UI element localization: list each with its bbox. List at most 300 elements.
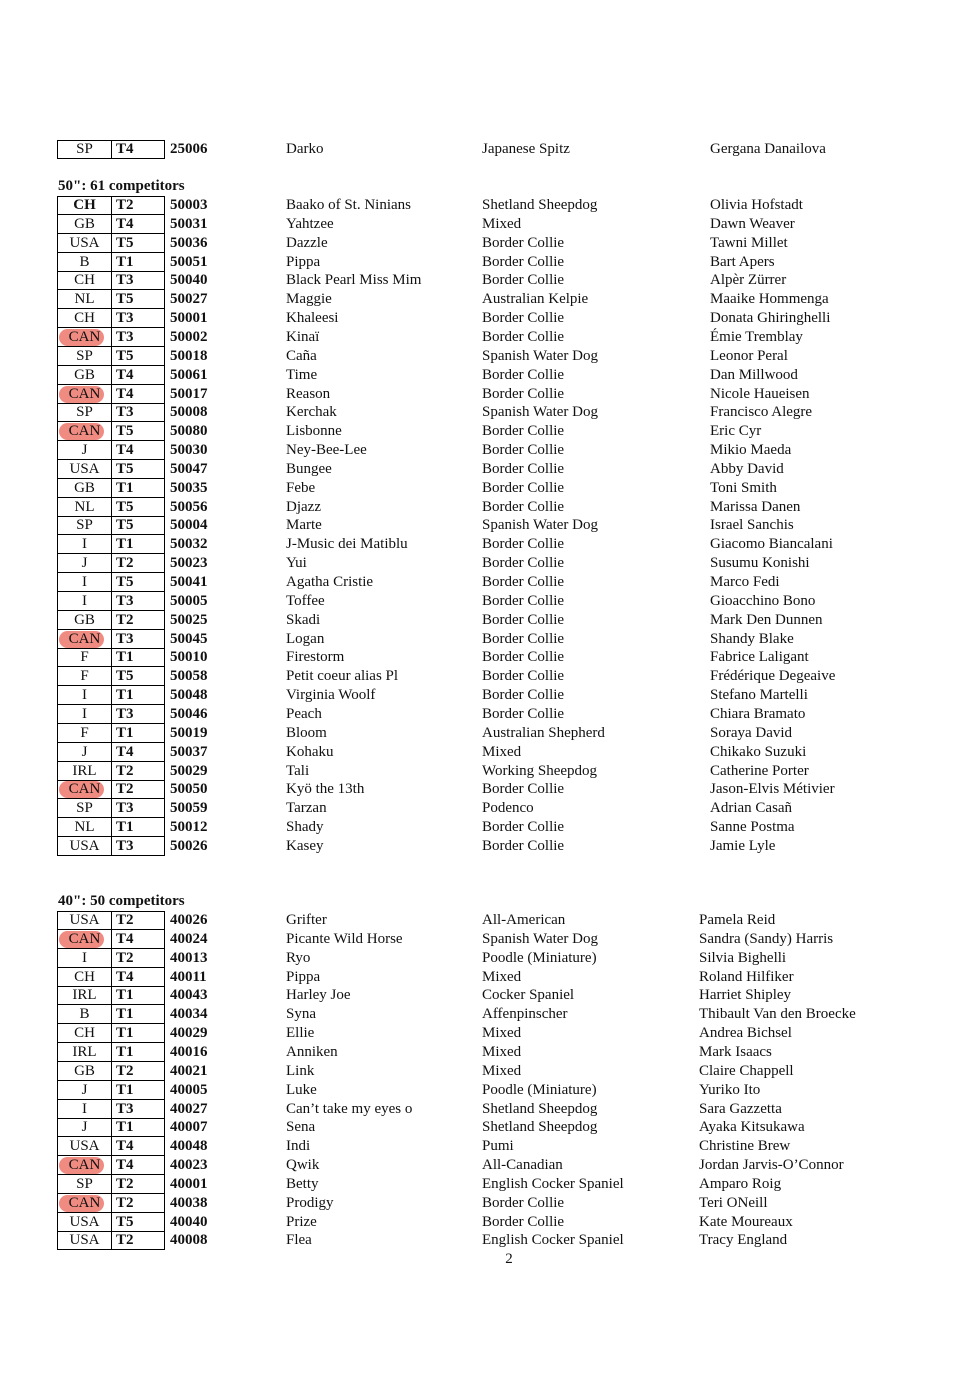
dog-name-cell: Ellie (286, 1025, 315, 1041)
breed-cell: All-Canadian (482, 1157, 563, 1173)
cell-divider (111, 724, 112, 742)
dog-name-cell: Kerchak (286, 404, 337, 420)
number-cell: 50035 (170, 480, 208, 496)
dog-name-cell: Sena (286, 1119, 316, 1135)
dog-name-cell: Darko (286, 141, 324, 157)
handler-cell: Dawn Weaver (710, 216, 795, 232)
level-cell: T4 (116, 1157, 134, 1173)
table-row (0, 930, 980, 949)
dog-name-cell: Yui (286, 555, 307, 571)
handler-cell: Catherine Porter (710, 763, 809, 779)
table-row (0, 1175, 980, 1194)
table-row (0, 686, 980, 705)
handler-cell: Chikako Suzuki (710, 744, 807, 760)
country-cell: IRL (72, 987, 97, 1003)
country-cell: GB (74, 367, 95, 383)
cell-divider (111, 1175, 112, 1193)
table-row (0, 271, 980, 290)
table-row (0, 743, 980, 762)
level-cell: T4 (116, 216, 134, 232)
handler-cell: Yuriko Ito (699, 1082, 761, 1098)
level-cell: T1 (116, 819, 134, 835)
handler-cell: Giacomo Biancalani (710, 536, 833, 552)
breed-cell: Poodle (Miniature) (482, 1082, 597, 1098)
number-cell: 40024 (170, 931, 208, 947)
handler-cell: Sanne Postma (710, 819, 795, 835)
dog-name-cell: Shady (286, 819, 324, 835)
handler-cell: Alpèr Zürrer (710, 272, 787, 288)
handler-cell: Pamela Reid (699, 912, 776, 928)
country-cell: CH (74, 272, 95, 288)
cell-divider (111, 1213, 112, 1231)
dog-name-cell: Marte (286, 517, 322, 533)
handler-cell: Ayaka Kitsukawa (699, 1119, 805, 1135)
table-row (0, 986, 980, 1005)
level-cell: T5 (116, 499, 134, 515)
number-cell: 50050 (170, 781, 208, 797)
breed-cell: Shetland Sheepdog (482, 197, 598, 213)
breed-cell: Mixed (482, 969, 522, 985)
dog-name-cell: Bungee (286, 461, 332, 477)
table-row (0, 1081, 980, 1100)
table-row (0, 215, 980, 234)
table-row (0, 290, 980, 309)
table-row (0, 611, 980, 630)
breed-cell: Working Sheepdog (482, 763, 598, 779)
country-cell: IRL (72, 763, 97, 779)
dog-name-cell: Kohaku (286, 744, 334, 760)
handler-cell: Leonor Peral (710, 348, 788, 364)
breed-cell: Spanish Water Dog (482, 404, 599, 420)
handler-cell: Émie Tremblay (710, 329, 803, 345)
handler-cell: Frédérique Degeaive (710, 668, 836, 684)
table-row (0, 630, 980, 649)
handler-cell: Soraya David (710, 725, 793, 741)
dog-name-cell: Indi (286, 1138, 311, 1154)
number-cell: 50003 (170, 197, 208, 213)
table-row (0, 949, 980, 968)
breed-cell: Border Collie (482, 367, 565, 383)
breed-cell: Border Collie (482, 442, 565, 458)
country-cell: B (79, 1006, 90, 1022)
table-row (0, 516, 980, 535)
breed-cell: Border Collie (482, 536, 565, 552)
cell-divider (111, 366, 112, 384)
cell-divider (111, 197, 112, 214)
country-cell: CH (74, 310, 95, 326)
breed-cell: Border Collie (482, 499, 565, 515)
handler-cell: Christine Brew (699, 1138, 791, 1154)
section-heading-50: 50": 61 competitors (58, 178, 185, 194)
number-cell: 40029 (170, 1025, 208, 1041)
table-row (0, 1137, 980, 1156)
country-cell: CAN (68, 1195, 101, 1211)
handler-cell: Jamie Lyle (710, 838, 776, 854)
dog-name-cell: Kinaï (286, 329, 320, 345)
table-row (0, 592, 980, 611)
country-cell: USA (69, 1138, 100, 1154)
handler-cell: Harriet Shipley (699, 987, 792, 1003)
breed-cell: Spanish Water Dog (482, 517, 599, 533)
dog-name-cell: Maggie (286, 291, 332, 307)
country-cell: CAN (68, 1157, 101, 1173)
cell-divider (111, 1137, 112, 1155)
country-cell: J (81, 442, 88, 458)
country-cell: SP (76, 517, 93, 533)
dog-name-cell: Toffee (286, 593, 325, 609)
dog-name-cell: Grifter (286, 912, 327, 928)
country-cell: CAN (68, 631, 101, 647)
dog-name-cell: Pippa (286, 969, 321, 985)
cell-divider (111, 1194, 112, 1212)
dog-name-cell: Agatha Cristie (286, 574, 374, 590)
breed-cell: Border Collie (482, 668, 565, 684)
cell-divider (111, 234, 112, 252)
dog-name-cell: Ryo (286, 950, 311, 966)
number-cell: 50058 (170, 668, 208, 684)
level-cell: T5 (116, 235, 134, 251)
breed-cell: Affenpinscher (482, 1006, 568, 1022)
handler-cell: Dan Millwood (710, 367, 798, 383)
dog-name-cell: Black Pearl Miss Mim (286, 272, 422, 288)
page-number: 2 (505, 1251, 513, 1267)
dog-name-cell: Flea (286, 1232, 312, 1248)
section-heading-40: 40": 50 competitors (58, 893, 185, 909)
table-row (0, 968, 980, 987)
table-row (0, 724, 980, 743)
table-row (0, 535, 980, 554)
cell-divider (111, 1100, 112, 1118)
table-row (0, 253, 980, 272)
number-cell: 50026 (170, 838, 208, 854)
breed-cell: Border Collie (482, 593, 565, 609)
dog-name-cell: Firestorm (286, 649, 345, 665)
number-cell: 50032 (170, 536, 208, 552)
breed-cell: Pumi (482, 1138, 514, 1154)
cell-divider (111, 762, 112, 780)
breed-cell: Border Collie (482, 649, 565, 665)
table-row (0, 140, 980, 159)
number-cell: 40001 (170, 1176, 208, 1192)
dog-name-cell: Harley Joe (286, 987, 351, 1003)
table-row (0, 1005, 980, 1024)
level-cell: T2 (116, 612, 134, 628)
breed-cell: Border Collie (482, 423, 565, 439)
country-cell: F (80, 668, 89, 684)
table-row (0, 705, 980, 724)
table-row (0, 366, 980, 385)
cell-divider (111, 799, 112, 817)
breed-cell: English Cocker Spaniel (482, 1232, 624, 1248)
number-cell: 50008 (170, 404, 208, 420)
country-cell: I (82, 593, 87, 609)
cell-divider (111, 667, 112, 685)
handler-cell: Adrian Casañ (710, 800, 793, 816)
number-cell: 50041 (170, 574, 208, 590)
breed-cell: Border Collie (482, 254, 565, 270)
level-cell: T3 (116, 329, 134, 345)
cell-divider (111, 1231, 112, 1249)
number-cell: 50059 (170, 800, 208, 816)
handler-cell: Roland Hilfiker (699, 969, 794, 985)
dog-name-cell: Betty (286, 1176, 319, 1192)
dog-name-cell: Prize (286, 1214, 317, 1230)
level-cell: T3 (116, 631, 134, 647)
level-cell: T4 (116, 931, 134, 947)
breed-cell: Spanish Water Dog (482, 931, 599, 947)
dog-name-cell: Reason (286, 386, 331, 402)
number-cell: 40016 (170, 1044, 208, 1060)
country-cell: CAN (68, 781, 101, 797)
country-cell: SP (76, 800, 93, 816)
dog-name-cell: Djazz (286, 499, 321, 515)
number-cell: 50012 (170, 819, 208, 835)
breed-cell: Mixed (482, 1063, 522, 1079)
level-cell: T5 (116, 461, 134, 477)
level-cell: T3 (116, 404, 134, 420)
breed-cell: Japanese Spitz (482, 141, 570, 157)
level-cell: T2 (116, 912, 134, 928)
handler-cell: Tracy England (699, 1232, 788, 1248)
country-cell: I (82, 706, 87, 722)
number-cell: 50018 (170, 348, 208, 364)
table-row (0, 328, 980, 347)
level-cell: T4 (116, 141, 134, 157)
number-cell: 50031 (170, 216, 208, 232)
number-cell: 40008 (170, 1232, 208, 1248)
breed-cell: Border Collie (482, 1195, 565, 1211)
cell-divider (111, 1118, 112, 1136)
dog-name-cell: Skadi (286, 612, 321, 628)
cell-divider (111, 309, 112, 327)
cell-divider (111, 1156, 112, 1174)
country-cell: F (80, 725, 89, 741)
cell-divider (111, 1081, 112, 1099)
handler-cell: Olivia Hofstadt (710, 197, 803, 213)
handler-cell: Jason-Elvis Métivier (710, 781, 835, 797)
cell-divider (111, 271, 112, 289)
number-cell: 40011 (170, 969, 207, 985)
country-cell: GB (74, 480, 95, 496)
dog-name-cell: Time (286, 367, 318, 383)
level-cell: T4 (116, 969, 134, 985)
dog-name-cell: Baako of St. Ninians (286, 197, 411, 213)
cell-divider (111, 479, 112, 497)
table-row (0, 1156, 980, 1175)
dog-name-cell: Petit coeur alias Pl (286, 668, 399, 684)
cell-divider (111, 535, 112, 553)
level-cell: T3 (116, 272, 134, 288)
number-cell: 50037 (170, 744, 208, 760)
level-cell: T4 (116, 1138, 134, 1154)
country-cell: NL (74, 819, 95, 835)
handler-cell: Donata Ghiringhelli (710, 310, 831, 326)
country-cell: I (82, 536, 87, 552)
table-row (0, 460, 980, 479)
cell-divider (111, 648, 112, 666)
cell-divider (111, 328, 112, 346)
dog-name-cell: Khaleesi (286, 310, 339, 326)
cell-divider (111, 630, 112, 648)
number-cell: 40040 (170, 1214, 208, 1230)
cell-divider (111, 743, 112, 761)
handler-cell: Bart Apers (710, 254, 775, 270)
number-cell: 40021 (170, 1063, 208, 1079)
handler-cell: Francisco Alegre (710, 404, 813, 420)
number-cell: 40026 (170, 912, 208, 928)
number-cell: 50002 (170, 329, 208, 345)
handler-cell: Amparo Roig (699, 1176, 782, 1192)
breed-cell: Border Collie (482, 838, 565, 854)
level-cell: T3 (116, 838, 134, 854)
level-cell: T4 (116, 744, 134, 760)
handler-cell: Eric Cyr (710, 423, 762, 439)
level-cell: T1 (116, 536, 134, 552)
country-cell: NL (74, 291, 95, 307)
breed-cell: Border Collie (482, 706, 565, 722)
level-cell: T5 (116, 291, 134, 307)
number-cell: 50030 (170, 442, 208, 458)
breed-cell: Border Collie (482, 310, 565, 326)
number-cell: 50046 (170, 706, 208, 722)
breed-cell: English Cocker Spaniel (482, 1176, 624, 1192)
cell-divider (111, 385, 112, 403)
cell-divider (111, 141, 112, 158)
dog-name-cell: Kyö the 13th (286, 781, 365, 797)
table-row (0, 667, 980, 686)
cell-divider (111, 705, 112, 723)
country-cell: CAN (68, 386, 101, 402)
dog-name-cell: Pippa (286, 254, 321, 270)
handler-cell: Gergana Danailova (710, 141, 826, 157)
breed-cell: Mixed (482, 216, 522, 232)
cell-divider (111, 930, 112, 948)
level-cell: T1 (116, 987, 134, 1003)
number-cell: 50027 (170, 291, 208, 307)
number-cell: 50019 (170, 725, 208, 741)
table-row (0, 234, 980, 253)
country-cell: USA (69, 461, 100, 477)
level-cell: T1 (116, 1006, 134, 1022)
cell-divider (111, 215, 112, 233)
cell-divider (111, 290, 112, 308)
dog-name-cell: Virginia Woolf (286, 687, 376, 703)
handler-cell: Thibault Van den Broecke (699, 1006, 856, 1022)
breed-cell: Australian Kelpie (482, 291, 589, 307)
cell-divider (111, 460, 112, 478)
table-row (0, 1118, 980, 1137)
level-cell: T2 (116, 1176, 134, 1192)
level-cell: T2 (116, 763, 134, 779)
country-cell: CAN (68, 931, 101, 947)
handler-cell: Abby David (710, 461, 784, 477)
cell-divider (111, 253, 112, 271)
table-row (0, 196, 980, 215)
country-cell: USA (69, 235, 100, 251)
cell-divider (111, 968, 112, 986)
cell-divider (111, 1005, 112, 1023)
country-cell: CH (73, 197, 96, 213)
level-cell: T1 (116, 1119, 134, 1135)
table-row (0, 762, 980, 781)
cell-divider (111, 516, 112, 534)
level-cell: T4 (116, 386, 134, 402)
table-row (0, 1231, 980, 1250)
handler-cell: Claire Chappell (699, 1063, 794, 1079)
cell-divider (111, 573, 112, 591)
table-row (0, 1100, 980, 1119)
breed-cell: Border Collie (482, 555, 565, 571)
dog-name-cell: Syna (286, 1006, 316, 1022)
breed-cell: Shetland Sheepdog (482, 1119, 598, 1135)
number-cell: 50029 (170, 763, 208, 779)
handler-cell: Kate Moureaux (699, 1214, 793, 1230)
table-row (0, 403, 980, 422)
number-cell: 50005 (170, 593, 208, 609)
breed-cell: Cocker Spaniel (482, 987, 575, 1003)
level-cell: T2 (116, 950, 134, 966)
dog-name-cell: Tarzan (286, 800, 327, 816)
table-row (0, 1043, 980, 1062)
breed-cell: Border Collie (482, 272, 565, 288)
dog-name-cell: Dazzle (286, 235, 328, 251)
dog-name-cell: Ney-Bee-Lee (286, 442, 367, 458)
country-cell: USA (69, 1214, 100, 1230)
number-cell: 40007 (170, 1119, 208, 1135)
table-row (0, 554, 980, 573)
handler-cell: Nicole Haueisen (710, 386, 810, 402)
cell-divider (111, 686, 112, 704)
cell-divider (111, 949, 112, 967)
dog-name-cell: Prodigy (286, 1195, 334, 1211)
breed-cell: Shetland Sheepdog (482, 1101, 598, 1117)
level-cell: T2 (116, 781, 134, 797)
level-cell: T1 (116, 1025, 134, 1041)
country-cell: J (81, 1119, 88, 1135)
handler-cell: Sandra (Sandy) Harris (699, 931, 834, 947)
country-cell: SP (76, 1176, 93, 1192)
country-cell: GB (74, 216, 95, 232)
dog-name-cell: Yahtzee (286, 216, 334, 232)
dog-name-cell: Picante Wild Horse (286, 931, 403, 947)
level-cell: T2 (116, 1232, 134, 1248)
handler-cell: Stefano Martelli (710, 687, 808, 703)
handler-cell: Mark Den Dunnen (710, 612, 823, 628)
level-cell: T5 (116, 517, 134, 533)
breed-cell: Border Collie (482, 631, 565, 647)
country-cell: GB (74, 1063, 95, 1079)
country-cell: USA (69, 912, 100, 928)
country-cell: GB (74, 612, 95, 628)
cell-divider (111, 611, 112, 629)
level-cell: T3 (116, 800, 134, 816)
level-cell: T1 (116, 480, 134, 496)
number-cell: 40027 (170, 1101, 208, 1117)
handler-cell: Silvia Bighelli (699, 950, 787, 966)
number-cell: 50051 (170, 254, 208, 270)
country-cell: J (81, 744, 88, 760)
handler-cell: Fabrice Laligant (710, 649, 809, 665)
handler-cell: Maaike Hommenga (710, 291, 829, 307)
number-cell: 40038 (170, 1195, 208, 1211)
cell-divider (111, 441, 112, 459)
breed-cell: Border Collie (482, 480, 565, 496)
table-row (0, 911, 980, 930)
level-cell: T2 (116, 1195, 134, 1211)
level-cell: T3 (116, 1101, 134, 1117)
country-cell: USA (69, 1232, 100, 1248)
breed-cell: Podenco (482, 800, 534, 816)
